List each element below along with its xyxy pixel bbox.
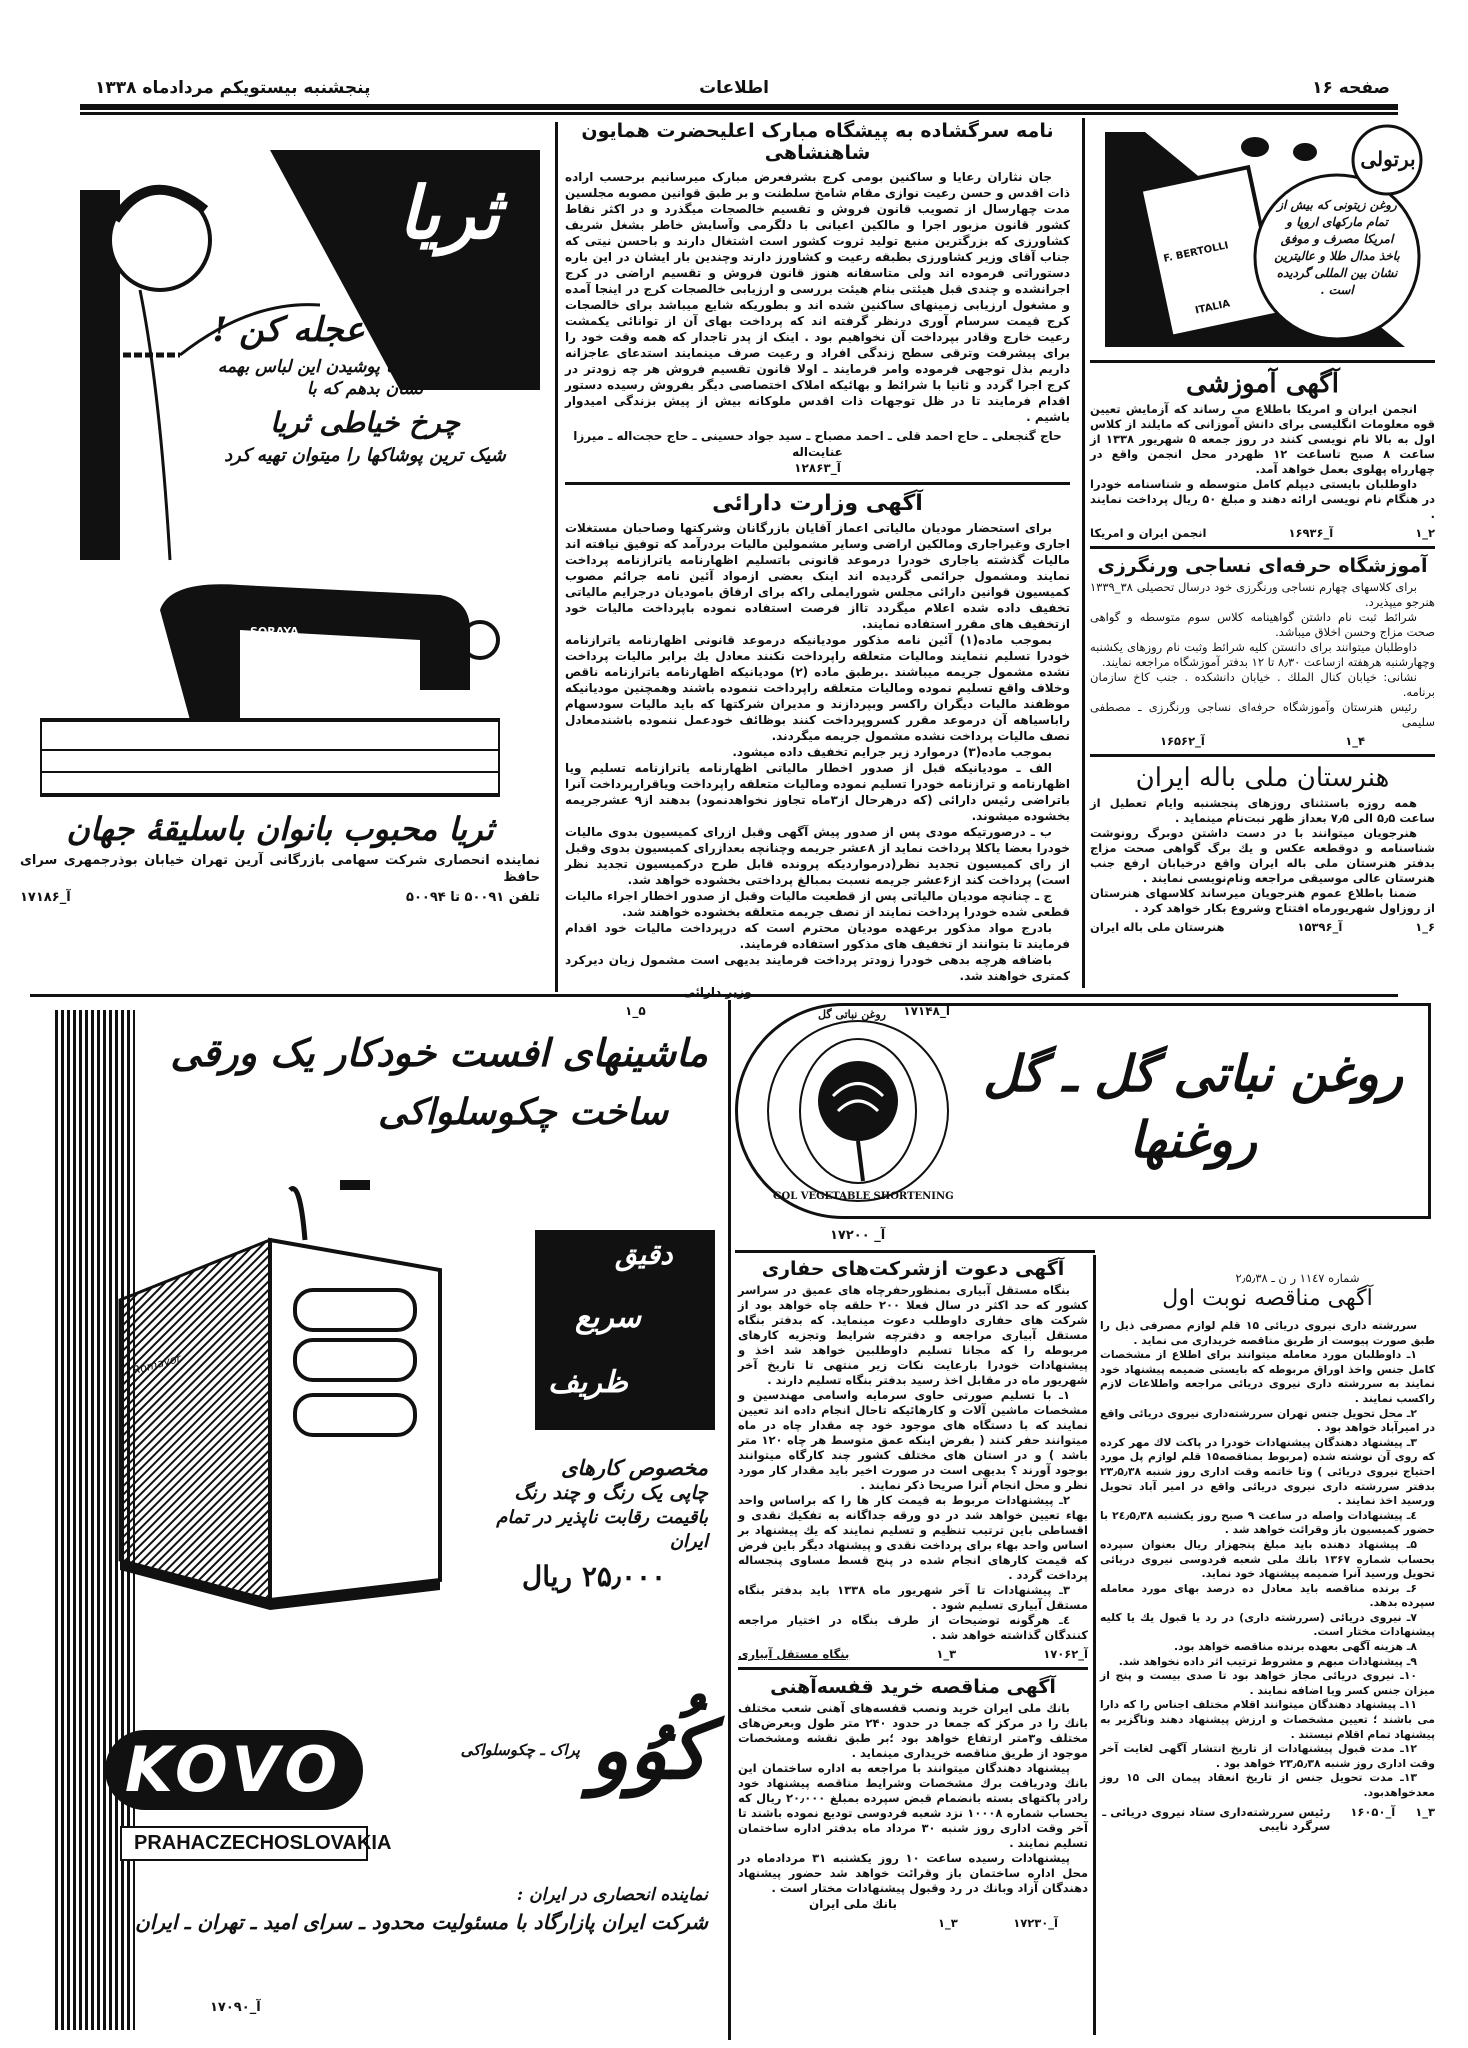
tender-paragraph: ۸ـ هزینه آگهی بعهده برنده مناقصه خواهد بود. bbox=[1173, 1640, 1417, 1654]
divider bbox=[1090, 546, 1435, 549]
education-code: آ_۱۶۹۳۶ bbox=[1288, 526, 1334, 540]
cage-paragraph: بانك ملی ایران خرید ونصب قفسه‌های آهنی شعب مختلف بانك را در مرکز که جمعا در حدود ۲۴۰ متر طول وبعرض‌های مختلف و۳متر ارتفاع خواهد بود ؛بر طبق نقشه ومشخصات موجود از طریق مناقصه خریداری مینماید . bbox=[738, 1701, 1088, 1760]
kovo-agent-label: نماینده انحصاری در ایران : bbox=[516, 1885, 708, 1905]
ballet-run: ۶_۱ bbox=[1415, 920, 1435, 934]
ministry-paragraph: ب ـ درصورتیکه مودی پس از صدور پیش آگهی وقبل ازرای کمیسیون بدوی مالیات خودرا بعضا یاکلا پرداخت نماید از ۸عشر جریمه وچنانچه بعدازرای کمیسیون بدوی وقبل از رای کمیسیون تجدید نظر(درمواردیکه پرونده قابل طرح درکمیسیون تجدید نظر است) پرداخت کند از۶عشر جریمه نسبت بمبالغ پرداختی بخشوده خواهد شد. bbox=[565, 825, 1070, 887]
tender-paragraph: ۶ـ برنده مناقصه باید معادل ده درصد بهای مورد معامله سپرده بدهد. bbox=[1100, 1581, 1435, 1610]
feature-fast: سریع bbox=[575, 1300, 642, 1335]
drilling-paragraph: بنگاه مستقل آبیاری بمنظورحفرچاه های عمیق در سراسر کشور که حد اکثر در سال فعلا ۲۰۰ حلقه چاه خواهد بود از شرکت های حفاری داوطلب دعوت مینماید. که بدفتر بنگاه مستقل آبیاری مراجعه و دفترچه شرایط وتجزیه کارهای مربوطه را که مجانا تسلیم داوطلبین خواهد شد اخذ و پیشنهادات خودرا بارعایت نکات زیر منتهی تا تاریخ آخر شهریور ماه در مقابل اخذ رسید بدفتر بنگاه تسلیم دارند . bbox=[738, 1283, 1088, 1387]
soraya-line3: شیک ترین پوشاکها را میتوان تهیه کرد bbox=[224, 445, 506, 466]
kovo-logo: KOVO bbox=[105, 1730, 363, 1810]
drilling-code: آ_۱۷۰۶۲ bbox=[1043, 1647, 1088, 1661]
textile-paragraph: شرائط ثبت نام داشتن گواهینامه کلاس سوم متوسطه و گواهی صحت مزاج وحسن اخلاق میباشد. bbox=[1090, 610, 1435, 639]
tender-paragraph: ۹ـ پیشنهادات مبهم و مشروط ترتیب اثر داده نخواهد شد. bbox=[1118, 1654, 1417, 1668]
textile-code: آ_۱۶۵۶۲ bbox=[1160, 734, 1205, 748]
drilling-companies-notice bbox=[738, 1258, 1088, 1661]
page-number: صفحه ۱۶ bbox=[1312, 78, 1390, 98]
tender-paragraph: ۱۳ـ مدت تحویل جنس از تاریخ انعقاد پیمان الی ۱۵ روز معدخواهدبود. bbox=[1100, 1771, 1435, 1799]
divider bbox=[738, 1667, 1088, 1670]
tender-paragraph: ۱ـ داوطلبان مورد معامله میتوانند برای اطلاع از مشخصات کامل جنس واخذ اوراق مربوطه که بایستی ضمیمه پیشنهاد خود نمایند به سررشته داری نیروی دریائی مراجعه واطلاعات لازم راکسب نمایند . bbox=[1100, 1348, 1435, 1405]
navy-tender-notice bbox=[1100, 1270, 1435, 1833]
cage-signer: بانك ملی ایران bbox=[809, 1897, 897, 1911]
right-column bbox=[1090, 122, 1435, 934]
bertolli-olive-oil-ad bbox=[1105, 122, 1425, 354]
gol-shortening-ad bbox=[735, 1003, 1431, 1219]
seal-english: GOL VEGETABLE SHORTENING bbox=[773, 1191, 954, 1202]
sewing-machine-illustration bbox=[40, 580, 500, 800]
tender-paragraph: ۳ـ پیشنهاد دهندگان پیشنهادات خودرا در پاکت لاك مهر کرده که روی آن نوشته شده (مربوط بمناقصه۱۵ قلم لوازم پل مورد احتیاج نیروی دریائی ) وتا خاتمه وقت اداری روز شنبه ۲۳٫۵٫۳۸ بدفتر سررشته داری نیروی دریائی واقع در امیر آباد تحویل ورسید اخذ نمایند . bbox=[1100, 1435, 1435, 1508]
kovo-logo-fa: کُوُو bbox=[589, 1703, 708, 1797]
ballet-title: هنرستان ملی باله ایران bbox=[1135, 763, 1390, 793]
education-paragraph: داوطلبان بایستی دیپلم کامل متوسطه و شناسنامه خودرا در هنگام نام نویسی ارائه دهند و مبلغ ۵۰ ریال پرداخت نمایند . bbox=[1090, 477, 1435, 521]
ministry-title: آگهی وزارت دارائی bbox=[712, 491, 923, 516]
textile-run: ۴_۱ bbox=[1345, 734, 1365, 748]
cage-paragraph: پیشنهادات رسیده ساعت ۱۰ روز یکشنبه ۳۱ مردادماه در محل اداره ساختمان باز وقرائت خواهد شد حضور پیشنهاد دهندگان آزاد وبانك در رد وقبول پیشنهادات مختار است . bbox=[738, 1851, 1088, 1895]
rose-seal-icon bbox=[763, 1016, 953, 1206]
divider bbox=[1090, 754, 1435, 757]
ministry-paragraph: بموجب ماده(۳) درموارد زیر جرایم تخفیف داده میشود. bbox=[732, 745, 1052, 759]
ministry-paragraph: برای استحضار مودیان مالیاتی اعماز آقایان بازرگانان وشرکتها وصاحبان مستغلات اجاری وغیراجاری ومالکین اراضی وسایر مشمولین مالیات بردرآمد که توفیق نیافته اند مالیات گذشته یاجاری خودرا درموعد قانونی باتسلیم اظهارنامه یاترازنامه پرداخت نمایند ومشمول جرائمی گردیده اند اینک بعضی ازمواد آئین نامه جرائم مصوب کمیسیون قوانین دارائی مجلس شورایملی راکه برای ارفاق بامودیان درجرایم مالیاتی تخفیف داده شده اعلام میگردد تااز فرصت استفاده نموده باپرداخت مالیات خود ازتخفیف های مقرر استفاده نمایند. bbox=[565, 521, 1070, 631]
ministry-paragraph: ج ـ چنانچه مودیان مالیاتی پس از قطعیت مالیات وقبل از صدور اخطار اجراء مالیات قطعی شده خودرا پرداخت نمایند از نصف جریمه متعلقه بخشوده خواهند شد. bbox=[565, 889, 1070, 919]
drilling-title: آگهی دعوت ازشرکت‌های حفاری bbox=[761, 1258, 1065, 1280]
ballet-school-notice bbox=[1090, 763, 1435, 934]
soraya-logo: ثریا bbox=[398, 170, 500, 255]
kovo-use1: مخصوص کارهای bbox=[560, 1455, 708, 1480]
can-label: F. BERTOLLI bbox=[1162, 240, 1230, 265]
education-notice bbox=[1090, 369, 1435, 540]
soraya-headline: خواهرجان عجله کن ! bbox=[212, 310, 518, 350]
kovo-price: ۲۵٫۰۰۰ ریال bbox=[521, 1560, 667, 1593]
letter-signers: حاج گنجعلی ـ حاج احمد قلی ـ احمد مصباح ـ سید جواد حسینی ـ حاج حجت‌اله ـ میرزا عنایت‌اله bbox=[573, 429, 1062, 459]
textile-paragraph: نشانی: خیابان کنال الملك . خیابان دانشکده . جنب کاخ سازمان برنامه. bbox=[1090, 670, 1435, 699]
soraya-line2: چرخ خیاطی ثریا bbox=[270, 406, 460, 439]
soraya-copy bbox=[200, 310, 530, 467]
kovo-agent-block bbox=[128, 1885, 708, 1935]
soraya-footer bbox=[20, 810, 540, 905]
soraya-agent: نماینده انحصاری شرکت سهامی بازرگانی آرین تهران خیابان بوذرجمهری سرای حافظ bbox=[20, 853, 540, 885]
middle-column bbox=[565, 120, 1070, 1018]
ballet-paragraph: هنرجویان میتوانند با در دست داشتن دوبرگ رونوشت شناسنامه و دوقطعه عکس و یك برگ گواهی صحت مزاج بدفتر هنرستان ملی باله ایران واقع درخیابان ارفع جنب هنرستان عالی موسیقی مراجعه ونام‌نویسی نمایند . bbox=[1090, 826, 1435, 885]
ministry-code: آ_۱۷۱۴۸ bbox=[903, 1004, 950, 1018]
cage-code: آ_۱۷۲۳۰ bbox=[1013, 1916, 1058, 1930]
header-rule bbox=[80, 104, 1398, 112]
education-signer: انجمن ایران و امریکا bbox=[1090, 526, 1207, 540]
textile-school-notice bbox=[1090, 555, 1435, 748]
kovo-agent: شرکت ایران پازارگاد با مسئولیت محدود ـ سرای امید ـ تهران ـ ایران bbox=[135, 1910, 708, 1934]
gol-code: آ_ ۱۷۲۰۰ bbox=[830, 1228, 886, 1243]
steel-shelving-tender bbox=[738, 1676, 1088, 1930]
drilling-paragraph: ۳ـ پیشنهادات تا آخر شهریور ماه ۱۳۳۸ باید بدفتر بنگاه مستقل آبیاری تسلیم شود . bbox=[738, 1583, 1088, 1612]
kovo-origin-box bbox=[120, 1826, 392, 1861]
tender-paragraph: ۱۲ـ مدت قبول پیشنهادات از تاریخ انتشار آگهی لغایت آخر وقت اداری روز شنبه ۲۳٫۵٫۳۸ خواهد بود . bbox=[1100, 1742, 1435, 1770]
ministry-paragraph: بموجب ماده(۱) آئین نامه مذکور مودیانیکه درموعد قانونی اظهارنامه یاترازنامه خودرا تسلیم ننمایند ومالیات متعلقه راپرداخت نکنند معادل یك برابر مالیات پرداخت نشده مشمول جریمه میباشند .برطبق ماده (۲) مودیانیکه اظهارنامه یاترازنامه ناقص وخلاف واقع تسلیم نموده ومالیات متعلقه راپرداخت ننموده باشند وهمچنین مودیانیکه موظفند مالیات دیگران راکسر وبپردازند و مدیران شرکتها که باید مالیات سودسهام راباسیاهه آن درموعد مقرر کسروپرداخت کنند بوظائف خودعمل ننموده باشندمعادل نصف مالیات پرداخت نشده مشمول جریمه میگردند. bbox=[565, 633, 1070, 743]
tender-title: آگهی مناقصه نوبت اول bbox=[1162, 1286, 1373, 1311]
open-letter bbox=[565, 120, 1070, 476]
tender-paragraph: ۲ـ محل تحویل جنس تهران سررشته‌داری نیروی دریائی واقع در امیرآباد خواهد بود . bbox=[1100, 1406, 1435, 1435]
ballet-paragraph: ضمنا باطلاع عموم هنرجویان میرساند کلاسهای هنرستان از روزاول شهریورماه افتتاح وشروع بکار خواهد کرد . bbox=[1090, 886, 1435, 915]
tender-paragraph: ۵ـ پیشنهاد دهنده باید مبلغ پنجهزار ریال بعنوان سپرده بحساب شماره ۱۳۶۷ بانك ملی شعبه فردوسی نیروی دریائی تحویل ورسید آنرا ضمیمه پیشنهاد خود نماید. bbox=[1100, 1537, 1435, 1581]
tender-signer: رئیس سررشته‌داری ستاد نیروی دریائی ـ سرگرد نایبی bbox=[1102, 1804, 1331, 1833]
cage-run: ۳_۱ bbox=[938, 1916, 958, 1930]
drilling-paragraph: ٤ـ هرگونه توضیحات از طرف بنگاه در اختیار مراجعه کنندگان گذاشته خواهد شد . bbox=[738, 1613, 1088, 1642]
tender-paragraph: ۱۰ـ نیروی دریائی مجاز خواهد بود تا صدی بیست و پنج از میزان جنس کسر ویا اضافه نمایند . bbox=[1100, 1669, 1435, 1697]
textile-title: آموزشگاه حرفه‌ای نساجی ورنگرزی bbox=[1097, 555, 1428, 577]
column-divider bbox=[1082, 118, 1085, 988]
drilling-paragraph: ۱ـ با تسلیم صورتی حاوی سرمایه واسامی مهندسین و مشخصات ماشین آلات و کارهائیکه تاحال انجام داده اند تعیین نمایند که با دستگاه های موجود خود چه مقدار چاه در ماه میتوانند حفر کنند ( بفرض اینکه عمق متوسط هر چاه ۱۲۰ متر باشد ) و در استان های مختلف کشور چند کارگاه میتوانند بوجود آورند ؟ بدیهی است در صورت اخیر باید مقدار کار مورد نظر و محل انجام آنرا صریحا ذکر نمایند . bbox=[738, 1388, 1088, 1492]
kovo-use3: باقیمت رقابت ناپذیر در تمام ایران bbox=[496, 1507, 708, 1552]
newspaper-name: اطلاعات bbox=[699, 78, 769, 98]
middle-bottom-column bbox=[738, 1258, 1088, 1930]
textile-paragraph: رئیس هنرستان وآموزشگاه حرفه‌ای نساجی ورنگرزی ـ مصطفی سلیمی bbox=[1090, 700, 1435, 729]
letter-paragraph: جان نثاران رعایا و ساکنین بومی کرج بشرفعرض مبارک میرسانیم برحسب اراده ذات اقدس و حسن رعیت نوازی مقام شامخ سلطنت و بر طبق قوانین مصوبه مجلسین مدت چهارسال از تصویب قانون فروش و تقسیم خالصجات میگذرد و در اکثر نقاط کشور قانون مزبور اجرا و مالکین اعیانی با دلگرمی وآسایش خاطر بشغل شریف کشاورزی که بزرگترین منبع تولید ثروت کشور است اشتغال دارند و باحسن نیتی که جناب آقای وزیر کشاورزی بطبقه رعیت و کشاورز دارند وچندین بار ایشان در این باره دستوراتی فرموده اند ولی متاسفانه هنوز قانون فروش و تقسیم اراضی در کرج اجرانشده و چندی قبل هیئتی بنام هیئت بررسی و ارزیابی خالصجات کرج در اینجا آمده و مشغول ارزیابی زمینهای ساکنین شده اند و بطوریکه شایع میباشد برای خالصجات کرج قیمت سرسام آوری درنظر گرفته اند که پرداخت بهای آن از توانائی یکمشت رعیت خارج وقادر بپرداخت آن نخواهیم بود . اینک از پدر تاجدار که همه وقت خود را برای پیشرفت وترقی سطح زندگی افراد و رعیت صرف مینمایند استدعای عاجزانه داریم بذل توجهی فرموده وامر فرمایند ـ اولا قانون تقسیم فروش هر چه زودتر در کرج اجرا گردد و ثانیا با شرائط و بهائیکه املاک اختصاصی دیگر بفروش رسیده دستور اقدام فرمایند تا در ظل توجهات ذات اقدس ملوکانه بیش از پیش بزندگی امیدوار باشیم . bbox=[565, 170, 1070, 424]
ballet-code: آ_۱۵۳۹۶ bbox=[1297, 920, 1343, 934]
machine-brand-label: SORAYA bbox=[250, 625, 299, 638]
tender-run: ۳_۱ bbox=[1415, 1804, 1435, 1819]
gol-headline: روغن نباتی گل ـ گل روغنها bbox=[983, 1044, 1403, 1169]
finance-ministry-notice bbox=[565, 491, 1070, 1018]
ballet-signer: هنرستان ملی باله ایران bbox=[1090, 920, 1225, 934]
tender-paragraph: ۱۱ـ پیشنهاد دهندگان میتوانند اقلام مختلف اجناس را که دارا می باشند ؛ تعیین مشخصات و ارزش پیشنهاد دهند وناگزیر به پیشنهاد تمام اقلام نیستند . bbox=[1100, 1698, 1435, 1741]
tender-number: شماره ۱۱٤۷ ر ن ـ ۲٫۵٫۳۸ bbox=[1235, 1271, 1360, 1285]
bertolli-text: روغن زیتونی که بیش از تمام مارکهای اروپا و امریکا مصرف و موفق باخذ مدال طلا و عالیترین نشان بین المللی گردیده است . bbox=[1274, 198, 1400, 297]
bertolli-logo: برتولی bbox=[1360, 147, 1416, 171]
column-divider bbox=[728, 1000, 731, 2040]
kovo-use2: چاپی یک رنگ و چند رنگ bbox=[514, 1482, 708, 1504]
kovo-headline2: ساخت چکوسلواکی bbox=[378, 1091, 668, 1133]
tender-paragraph: ۷ـ نیروی دریائی (سررشته داری) در رد یا قبول یك یا کلیه پیشنهادات مختار است. bbox=[1100, 1610, 1435, 1639]
soraya-phone: تلفن ۵۰۰۹۱ تا ۵۰۰۹۴ bbox=[406, 890, 540, 905]
tender-paragraph: سررشته داری نیروی دریائی ۱۵ قلم لوازم مصرفی ذیل را طبق صورت پیوست از طریق مناقصه خریداری می نماید . bbox=[1100, 1319, 1435, 1347]
soraya-sewing-machine-ad bbox=[20, 130, 540, 990]
ballet-paragraph: همه روزه باستثنای روزهای پنجشنبه وایام تعطیل از ساعت ۵٫۵ الی ۷٫۵ بعداز ظهر نبت‌نام مینماید . bbox=[1090, 796, 1435, 825]
cage-title: آگهی مناقصه خرید قفسه‌آهنی bbox=[770, 1676, 1056, 1698]
can-origin: ITALIA bbox=[1194, 298, 1232, 317]
press-brand-label: Romayor bbox=[131, 1351, 183, 1378]
soraya-line1: میخواهم امشب با پوشیدن این لباس بهمه نشان بدهم که با bbox=[217, 357, 513, 399]
feature-fine: ظریف bbox=[548, 1365, 628, 1400]
kovo-headlines bbox=[68, 1030, 708, 1133]
soraya-code: آ_۱۷۱۸۶ bbox=[20, 890, 71, 905]
divider bbox=[735, 1250, 1095, 1253]
letter-title: نامه سرگشاده به پیشگاه مبارک اعلیحضرت همایون شاهنشاهی bbox=[581, 120, 1054, 164]
offset-press-illustration bbox=[80, 1180, 470, 1620]
kovo-maker: پراک ـ چکوسلواکی bbox=[460, 1741, 580, 1759]
education-paragraph: انجمن ایران و امریکا باطلاع می رساند که آزمایش تعیین قوه معلومات انگلیسی برای دانش آموزانی که مایلند از کلاس اول به بالا نام نویسی کنند در روز جمعه ۵ شهریور ۱۳۳۸ از ساعت ۸ صبح تاساعت ۱۲ ظهردر محل انجمن واقع در چهارراه پهلوی بعمل خواهد آمد. bbox=[1090, 402, 1435, 476]
kovo-city: PRAHA bbox=[134, 1832, 206, 1854]
kovo-code: آ_۱۷۰۹۰ bbox=[210, 2000, 261, 2015]
divider bbox=[1090, 360, 1435, 363]
ministry-signer: وزیر دارائی bbox=[683, 985, 752, 999]
kovo-uses bbox=[480, 1455, 708, 1593]
ministry-run: ۵_۱ bbox=[625, 1004, 646, 1018]
ministry-paragraph: باضافه هرچه بدهی خودرا زودتر پرداخت فرمایند بدیهی است مشمول زیان دیرکرد کمتری خواهند شد. bbox=[565, 953, 1070, 983]
letter-code: آ_۱۲۸۶۳ bbox=[794, 461, 841, 475]
seal-persian: روغن نباتی گل bbox=[818, 1008, 886, 1021]
kovo-country: CZECHOSLOVAKIA bbox=[205, 1832, 392, 1854]
drilling-signer: بنگاه مستقل آبیاری bbox=[738, 1647, 850, 1661]
soraya-slogan: ثریا محبوب بانوان باسلیقهٔ جهان bbox=[66, 810, 494, 848]
tender-code: آ_۱۶۰۵۰ bbox=[1350, 1804, 1396, 1819]
ministry-paragraph: الف ـ مودیانیکه قبل از صدور اخطار مالیاتی اظهارنامه یاترازنامه تسلیم ویا اظهارنامه و ترازنامه خودرا تسلیم نموده ومالیات متعلقه راپرداخت ویاقرارپرداخت آنرا باتراضی رئیس دارائی (که درهرحال از۳ماه تجاوز نخواهدنمود) بدهند از۹ عشرجریمه بخشوده میشوند. bbox=[565, 761, 1070, 823]
kovo-headline1: ماشینهای افست خودکار یک ورقی bbox=[170, 1030, 708, 1075]
education-run: ۲_۱ bbox=[1415, 526, 1435, 540]
drilling-run: ۳_۱ bbox=[936, 1647, 957, 1661]
textile-paragraph: برای کلاسهای چهارم نساجی ورنگرزی خود درسال تحصیلی ۳۸_۱۳۳۹ هنرجو میپذیرد. bbox=[1090, 580, 1435, 609]
drilling-paragraph: ۲ـ پیشنهادات مربوط به قیمت کار ها را که براساس واحد بهاء تعیین خواهد شد در دو ورقه جداگانه به تفکیك نقدی و اقساطی باین ترتیب تنظیم و تسلیم نمایند که یك پیشنهاد بر اساس واحد بهاء برای پرداخت نقدی و پیشنهاد دیگر باین فرض که قیمت کارهای انجام شده در پنج قسط مساوی پنجساله پرداخت گردد . bbox=[738, 1493, 1088, 1582]
ministry-paragraph: بادرج مواد مذکور برعهده مودیان محترم است که درپرداخت مالیات خود اقدام فرمایند تا بتوانند از تخفیف های مذکور استفاده فرمایند. bbox=[565, 921, 1070, 951]
column-divider bbox=[555, 122, 558, 992]
divider bbox=[565, 482, 1070, 485]
kovo-brand-row bbox=[375, 1700, 708, 1800]
textile-paragraph: داوطلبان میتوانند برای دانستن کلیه شرائط وثبت نام روزهای یکشنبه وچهارشنبه هرهفته ازساعت ۸٫۳۰ تا ۱۲ بدفتر آموزشگاه مراجعه نمایند. bbox=[1090, 640, 1435, 669]
kovo-offset-press-ad bbox=[0, 1000, 728, 2040]
feature-accurate: دقیق bbox=[615, 1238, 673, 1271]
tender-paragraph: ٤ـ پیشنهادات واصله در ساعت ۹ صبح روز یکشنبه ۲٤٫۵٫۳۸ با حضور کمیسیون باز وقرائت خواهد شد . bbox=[1100, 1508, 1435, 1537]
column-divider bbox=[1093, 1255, 1096, 2035]
education-title: آگهی آموزشی bbox=[1186, 369, 1339, 399]
issue-date: پنجشنبه بیستویکم مردادماه ۱۳۳۸ bbox=[95, 78, 371, 98]
cage-paragraph: پیشنهاد دهندگان میتوانند با مراجعه به اداره ساختمان این بانك ودریافت برك مشخصات وشرایط مناقصه پیشنهاد خود رادر پاکتهای بسته بانضمام قبض سپرده بمبلغ ۲۰٫۰۰۰ ریال که بحساب شماره ۱۰۰۰۸ نزد شعبه فردوسی تودیع نموده باشند تا آخر وقت اداری روز شنبه ۳۰ مرداد ماه بدفتر اداره ساختمان تسلیم نمایند . bbox=[738, 1761, 1088, 1850]
